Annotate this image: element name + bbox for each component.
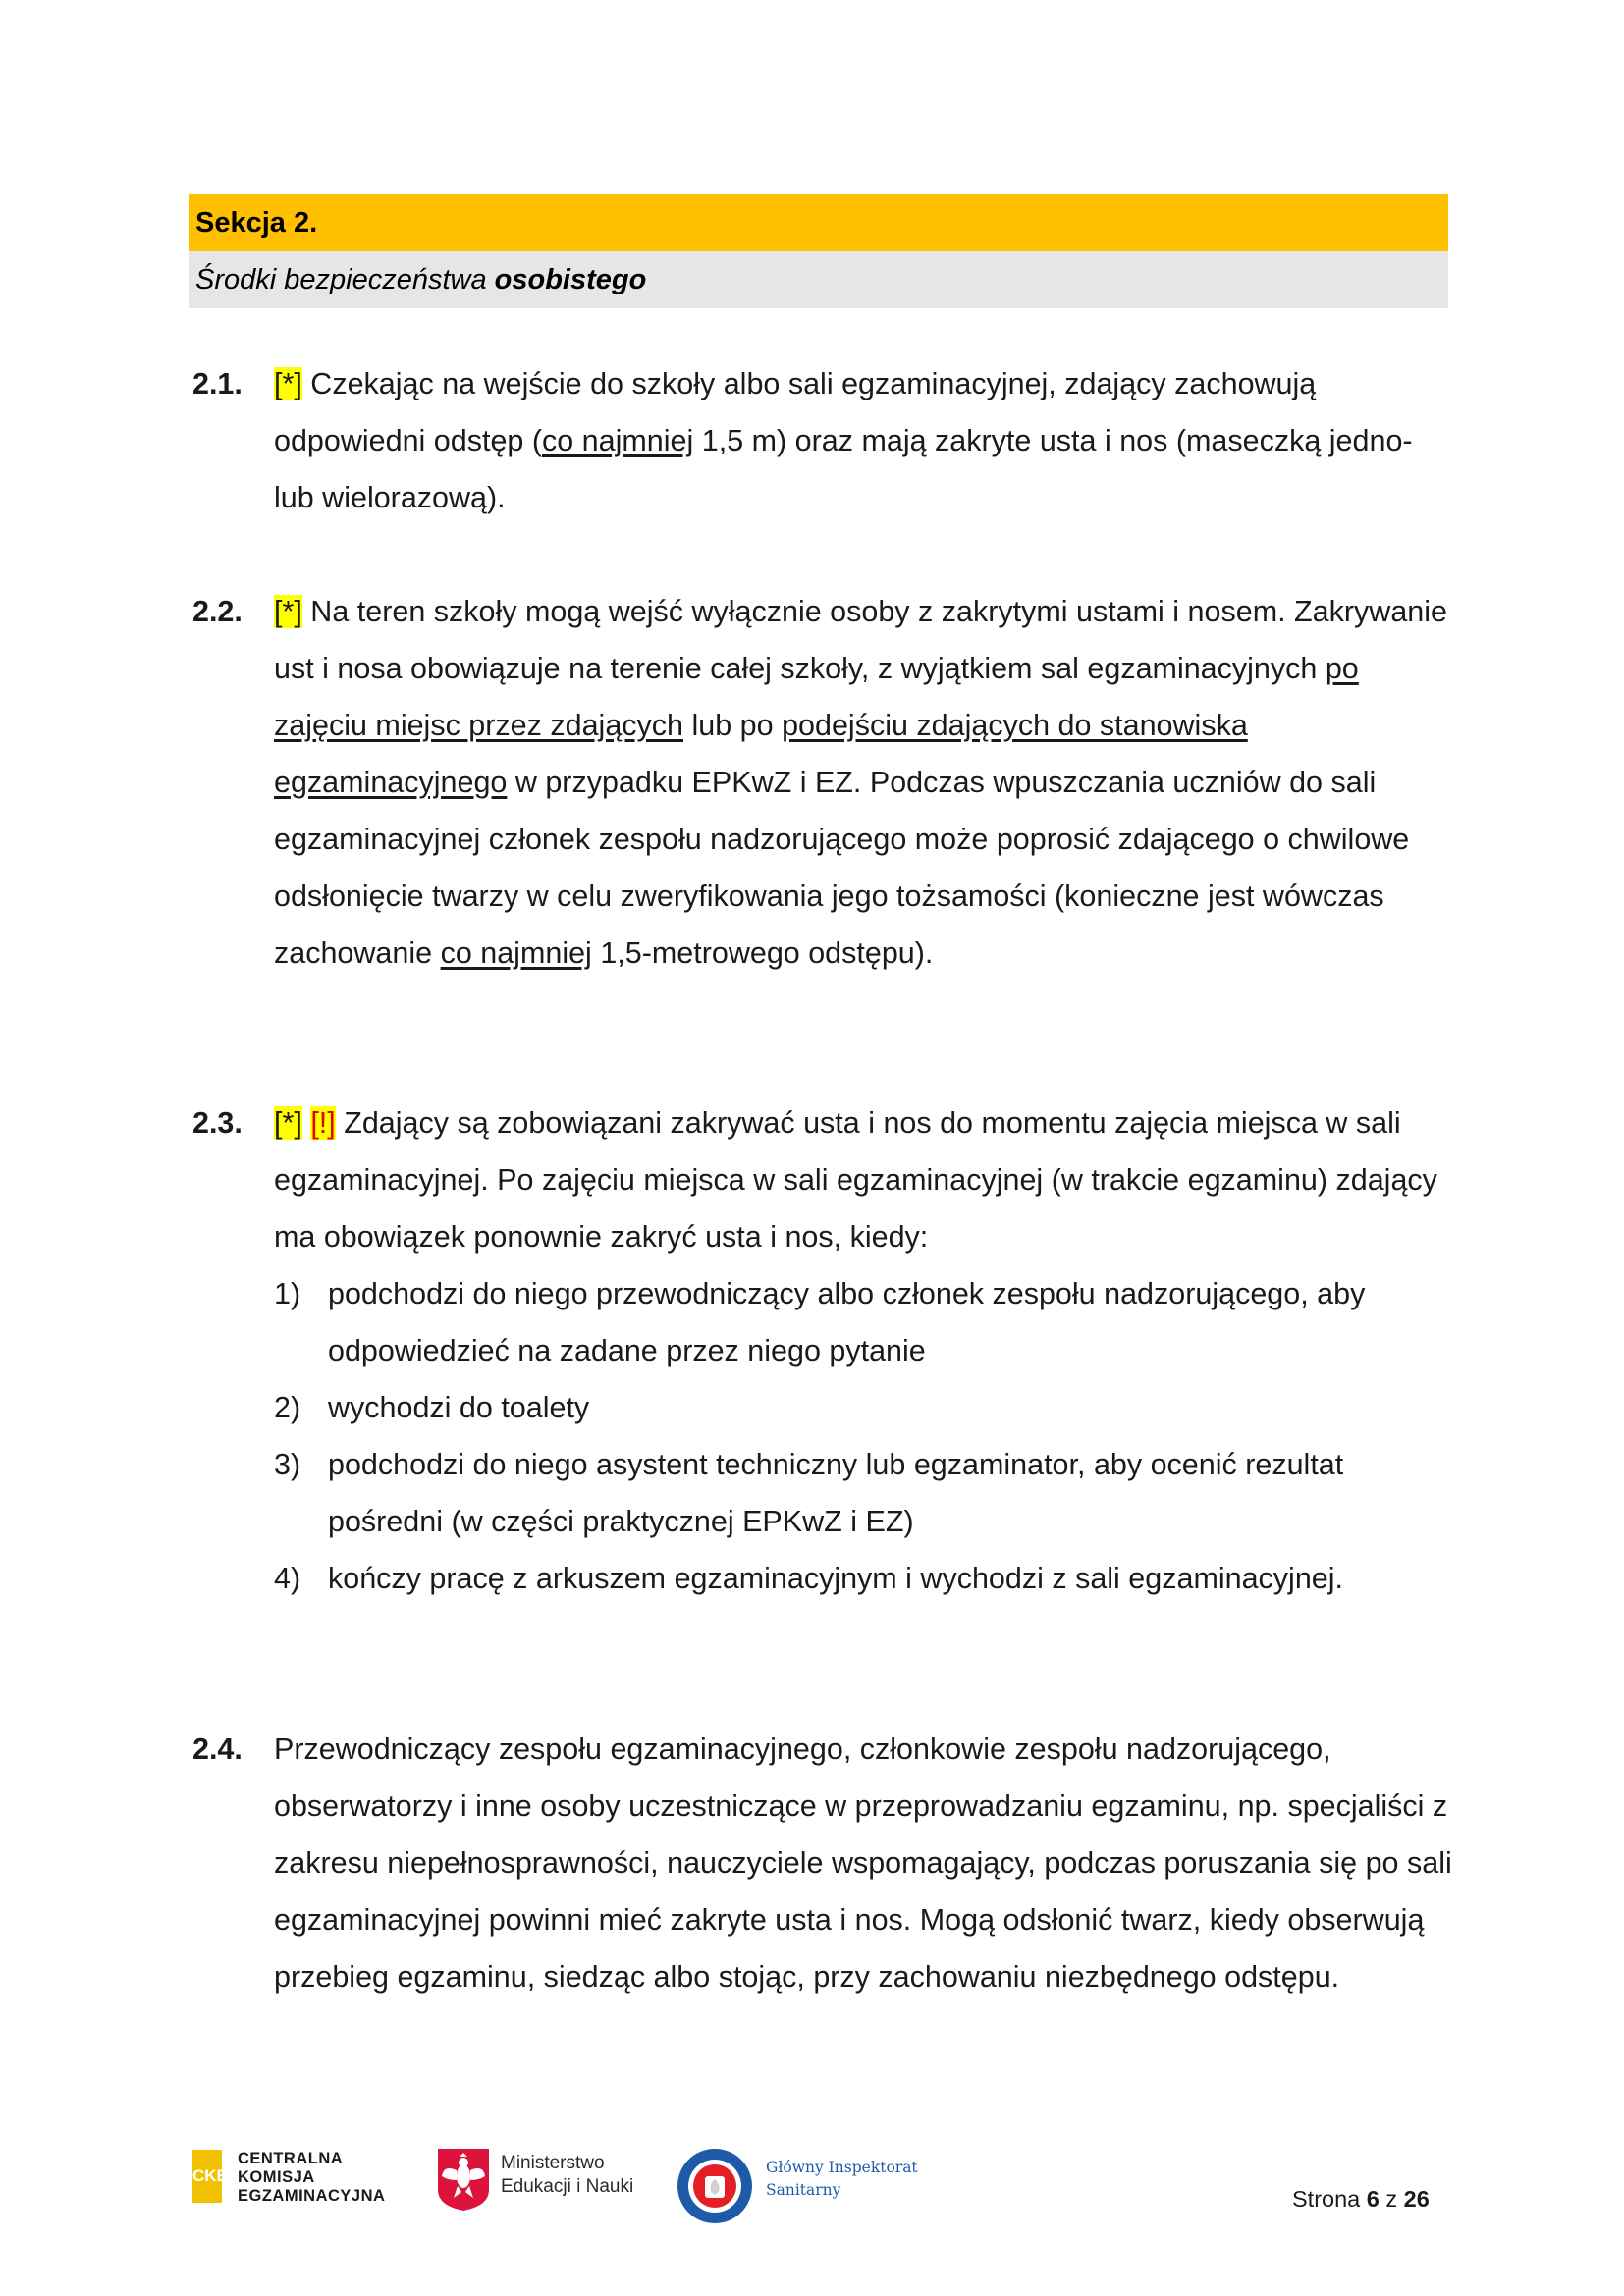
cke-name: CENTRALNA KOMISJA EGZAMINACYJNA xyxy=(238,2150,386,2205)
marker-star: [*] xyxy=(274,1106,302,1140)
marker-exclamation: [!] xyxy=(310,1106,336,1140)
page-number: Strona 6 z 26 xyxy=(1292,2186,1430,2212)
condition-list xyxy=(274,1265,1459,1607)
list-item: 2) wychodzi do toalety xyxy=(274,1391,590,1424)
paragraph-body: [*] Na teren szkoły mogą wejść wyłącznie osoby z zakrytymi ustami i nosem. Zakrywanie ust i nosa obowiązuje na terenie całej szkoły, z wyjątkiem sal egzaminacyjnych po zajęciu miejsc przez zdających lub po podejściu zdających do stanowiska egzaminacyjnego w przypadku EPKwZ i EZ. Podczas wpuszczania uczniów do sali egzaminacyjnej członek zespołu nadzorującego może poprosić zdającego o chwilowe odsłonięcie twarzy w celu zweryfikowania jego tożsamości (konieczne jest wówczas zachowanie co najmniej 1,5-metrowego odstępu). xyxy=(274,595,1447,970)
list-item: 4) kończy pracę z arkuszem egzaminacyjnym i wychodzi z sali egzaminacyjnej. xyxy=(274,1562,1344,1595)
marker-star: [*] xyxy=(274,367,302,400)
section-heading xyxy=(189,194,1448,251)
paragraph-number: 2.4. xyxy=(192,1733,243,1766)
polish-eagle-emblem-icon xyxy=(436,2147,491,2212)
section-subtitle xyxy=(189,251,1448,308)
list-item: 3) podchodzi do niego asystent techniczny lub egzaminator, aby ocenić rezultat pośredni (w części praktycznej EPKwZ i EZ) xyxy=(274,1448,1344,1538)
underlined-text: po zajęciu miejsc przez zdających xyxy=(274,652,1359,742)
subtitle-text: Środki bezpieczeństwa xyxy=(195,264,495,295)
paragraph-number: 2.3. xyxy=(192,1106,243,1140)
section-label: Sekcja 2. xyxy=(195,207,318,239)
underlined-text: co najmniej xyxy=(542,424,694,457)
paragraph-body: [*] [!] Zdający są zobowiązani zakrywać usta i nos do momentu zajęcia miejsca w sali egzaminacyjnej. Po zajęciu miejsca w sali egzaminacyjnej (w trakcie egzaminu) zdający ma obowiązek ponownie zakryć usta i nos, kiedy: 1) podchodzi do niego przewodniczący albo członek zespołu nadzorującego, aby odpowiedzieć na zadane przez niego pytanie 2) wychodzi do toalety 3) podchodzi do niego asystent techniczny lub egzaminator, aby ocenić rezultat pośredni (w części praktycznej EPKwZ i EZ) 4) kończy pracę z arkuszem egzaminacyjnym i wychodzi z sali egzaminacyjnej. xyxy=(274,1095,1459,1607)
paragraph-2-3 xyxy=(192,1095,1459,1607)
underlined-text: co najmniej xyxy=(440,936,592,970)
paragraph-2-2 xyxy=(192,583,1459,982)
ministry-name: Ministerstwo Edukacji i Nauki xyxy=(501,2153,634,2197)
gis-name: Główny Inspektorat Sanitarny xyxy=(766,2159,918,2199)
paragraph-2-1 xyxy=(192,355,1459,526)
subtitle-bold-text: osobistego xyxy=(494,264,647,295)
paragraph-number: 2.1. xyxy=(192,367,243,400)
list-item: 1) podchodzi do niego przewodniczący albo członek zespołu nadzorującego, aby odpowiedzieć na zadane przez niego pytanie xyxy=(274,1277,1366,1367)
cke-logo: CKE xyxy=(192,2150,222,2203)
page-footer xyxy=(0,2135,1624,2233)
paragraph-body: Przewodniczący zespołu egzaminacyjnego, członkowie zespołu nadzorującego, obserwatorzy i inne osoby uczestniczące w przeprowadzaniu egzaminu, np. specjaliści z zakresu niepełnosprawności, nauczyciele wspomagający, podczas poruszania się po sali egzaminacyjnej powinni mieć zakryte usta i nos. Mogą odsłonić twarz, kiedy obserwują przebieg egzaminu, siedząc albo stojąc, przy zachowaniu niezbędnego odstępu. xyxy=(274,1733,1452,1994)
underlined-text: podejściu zdających do stanowiska egzaminacyjnego xyxy=(274,709,1248,799)
paragraph-2-4 xyxy=(192,1721,1459,2005)
sanitary-inspection-seal-icon xyxy=(676,2147,754,2225)
marker-star: [*] xyxy=(274,595,302,628)
paragraph-body: [*] Czekając na wejście do szkoły albo sali egzaminacyjnej, zdający zachowują odpowiedni odstęp (co najmniej 1,5 m) oraz mają zakryte usta i nos (maseczką jedno- lub wielorazową). xyxy=(274,367,1413,514)
paragraph-number: 2.2. xyxy=(192,595,243,628)
